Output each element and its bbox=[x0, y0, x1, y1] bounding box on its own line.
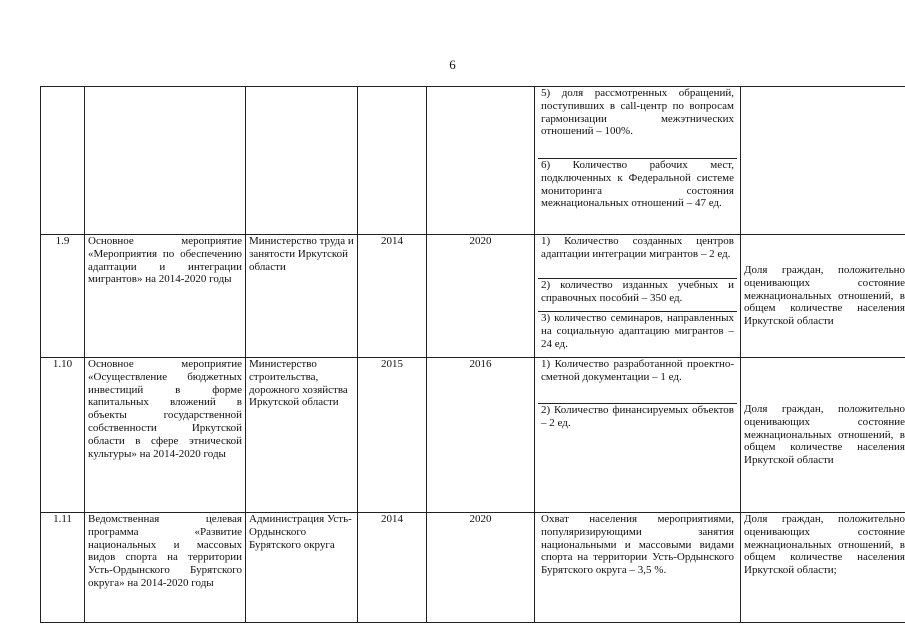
indicator: 6) Количество рабочих мест, подключенных к Федеральной системе мониторинга состояния межнациональных отношений – 47 ед. bbox=[538, 158, 737, 212]
indicators-cell bbox=[535, 358, 741, 513]
indicator: 2) Количество финансируемых объектов – 2 ед. bbox=[538, 403, 737, 432]
activity-name bbox=[85, 87, 246, 235]
activity-name: Основное мероприятие «Осуществление бюджетных инвестиций в форме капитальных вложений в объекты государственной собственности Иркутской области в сфере этнической культуры» на 2014-2020 годы bbox=[85, 358, 246, 513]
table-row bbox=[41, 358, 905, 513]
row-number bbox=[41, 87, 85, 235]
start-year: 2014 bbox=[358, 235, 427, 358]
table-row bbox=[41, 87, 905, 235]
indicator: 1) Количество разработанной проектно-сметной документации – 1 ед. bbox=[541, 358, 734, 383]
end-year: 2016 bbox=[427, 358, 535, 513]
activity-name: Основное мероприятие «Мероприятия по обеспечению адаптации и интеграции мигрантов» на 2014-2020 годы bbox=[85, 235, 246, 358]
start-year bbox=[358, 87, 427, 235]
expected-result: Доля граждан, положительно оценивающих состояние межнациональных отношений, в общем количестве населения Иркутской области bbox=[741, 235, 905, 358]
indicator: 1) Количество созданных центров адаптации интеграции мигрантов – 2 ед. bbox=[541, 235, 734, 260]
indicators-cell bbox=[535, 513, 741, 623]
indicators-cell bbox=[535, 235, 741, 358]
executor: Министерство строительства, дорожного хозяйства Иркутской области bbox=[246, 358, 358, 513]
table-row bbox=[41, 235, 905, 358]
expected-result: Доля граждан, положительно оценивающих состояние межнациональных отношений, в общем количестве населения Иркутской области; bbox=[741, 513, 905, 623]
executor: Министерство труда и занятости Иркутской области bbox=[246, 235, 358, 358]
row-number: 1.10 bbox=[41, 358, 85, 513]
indicator: Охват населения мероприятиями, популяризирующими занятия национальными и массовыми видами спорта на территории Усть-Ордынского Бурятского округа – 3,5 %. bbox=[541, 513, 734, 577]
start-year: 2014 bbox=[358, 513, 427, 623]
row-number: 1.9 bbox=[41, 235, 85, 358]
row-number: 1.11 bbox=[41, 513, 85, 623]
table-row bbox=[41, 513, 905, 623]
executor: Администрация Усть-Ордынского Бурятского округа bbox=[246, 513, 358, 623]
executor bbox=[246, 87, 358, 235]
end-year: 2020 bbox=[427, 513, 535, 623]
expected-result: Доля граждан, положительно оценивающих состояние межнациональных отношений, в общем количестве населения Иркутской области bbox=[741, 358, 905, 513]
indicator: 3) количество семинаров, направленных на социальную адаптацию мигрантов – 24 ед. bbox=[538, 311, 737, 352]
page-number: 6 bbox=[449, 57, 456, 72]
indicator: 5) доля рассмотренных обращений, поступивших в call-центр по вопросам гармонизации межэтнических отношений – 100%. bbox=[541, 87, 734, 138]
expected-result bbox=[741, 87, 905, 235]
activity-name: Ведомственная целевая программа «Развитие национальных и массовых видов спорта на территории Усть-Ордынского Бурятского округа» на 2014-2020 годы bbox=[85, 513, 246, 623]
indicators-cell bbox=[535, 87, 741, 235]
end-year: 2020 bbox=[427, 235, 535, 358]
start-year: 2015 bbox=[358, 358, 427, 513]
end-year bbox=[427, 87, 535, 235]
program-table bbox=[40, 86, 905, 623]
indicator: 2) количество изданных учебных и справочных пособий – 350 ед. bbox=[538, 278, 737, 311]
